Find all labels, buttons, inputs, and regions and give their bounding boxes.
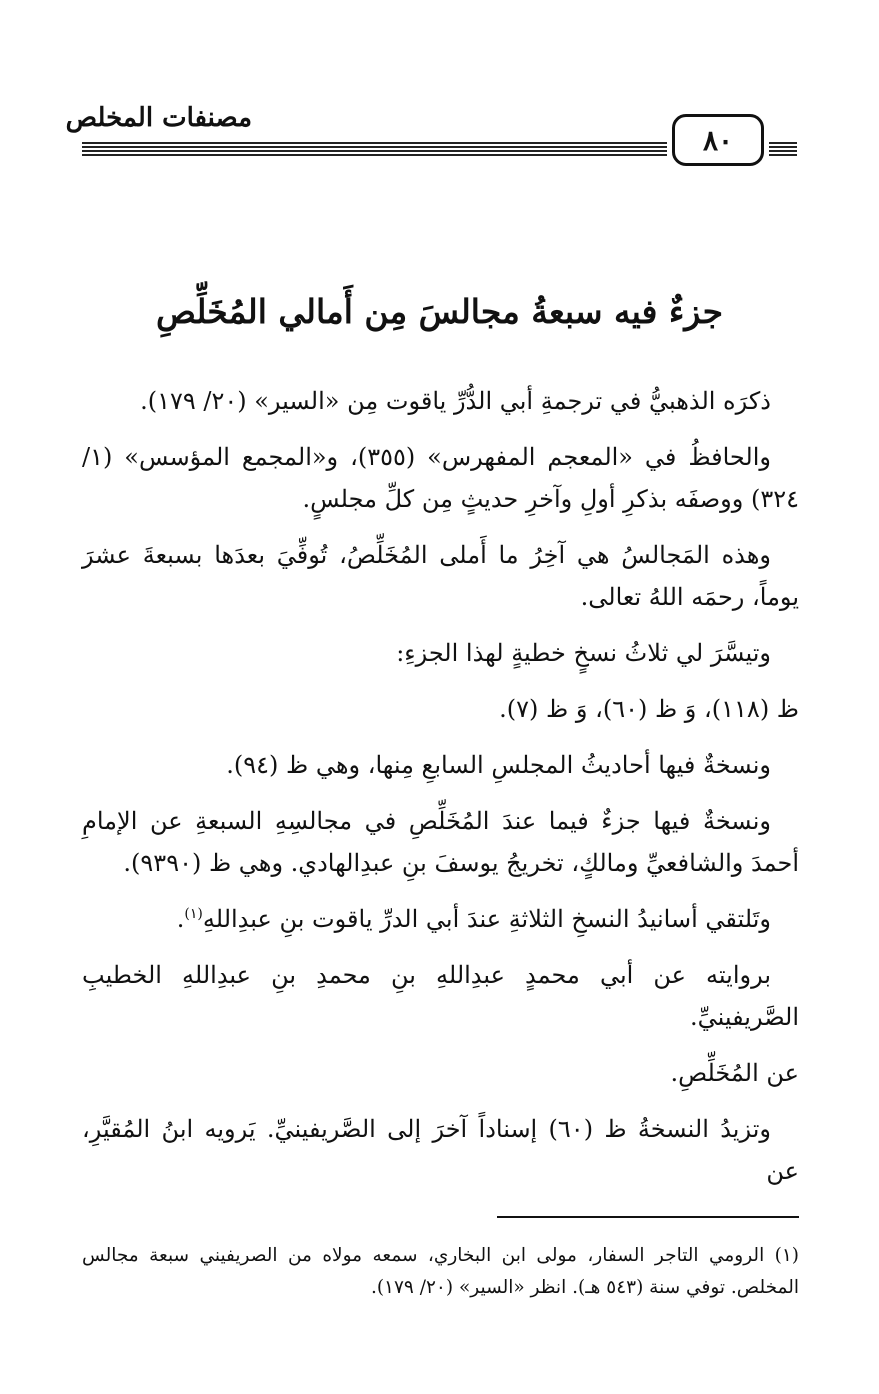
running-title: مصنفات المخلص — [65, 103, 252, 133]
footnote: (١) الرومي التاجر السفار، مولى ابن البخاري، سمعه مولاه من الصريفيني سبعة مجالس المخلص. توفي سنة (٥٤٣ هـ). انظر «السير» (٢٠/ ١٧٩). — [82, 1245, 799, 1298]
paragraph-3: وهذه المَجالسُ هي آخِرُ ما أَملى المُخَلِّصُ، تُوفِّيَ بعدَها بسبعةَ عشرَ يوماً، رحمَه اللهُ تعالى. — [82, 541, 799, 611]
section-title: جزءٌ فيه سبعةُ مجالسَ مِن أَمالي المُخَلِّصِ — [155, 292, 724, 331]
header-rule-right — [769, 142, 797, 157]
paragraph-11: وتزيدُ النسخةُ ظ (٦٠) إسناداً آخرَ إلى الصَّريفينيِّ. يَرويه ابنُ المُقيَّرِ، عن — [82, 1115, 799, 1185]
paragraph-9: بروايته عن أبي محمدٍ عبدِاللهِ بنِ محمدِ بنِ عبدِاللهِ الخطيبِ الصَّريفينيِّ. — [82, 961, 799, 1031]
paragraph-4: وتيسَّرَ لي ثلاثُ نسخٍ خطيةٍ لهذا الجزءِ: — [396, 639, 771, 667]
manuscript-list: ظ (١١٨)، وَ ظ (٦٠)، وَ ظ (٧). — [499, 695, 799, 723]
chain-text: وتَلتقي أسانيدُ النسخِ الثلاثةِ عندَ أبي الدرِّ ياقوت بنِ عبدِاللهِ — [202, 905, 771, 933]
body-text — [82, 380, 799, 1206]
header-rule — [82, 142, 667, 157]
chain-end: . — [176, 905, 185, 933]
footnote-separator — [497, 1216, 799, 1218]
paragraph-1: ذكرَه الذهبيُّ في ترجمةِ أبي الدُّرِّ ياقوت مِن «السير» (٢٠/ ١٧٩). — [140, 387, 771, 415]
page-number: ٨٠ — [702, 123, 734, 157]
page-number-box — [672, 114, 764, 166]
paragraph-chain — [82, 898, 799, 940]
paragraph-6: ونسخةٌ فيها أحاديثُ المجلسِ السابعِ مِنها، وهي ظ (٩٤). — [226, 751, 771, 779]
paragraph-7: ونسخةٌ فيها جزءٌ فيما عندَ المُخَلِّصِ في مجالسِهِ السبعةِ عن الإمامِ أحمدَ والشافعيِّ ومالكٍ، تخريجُ يوسفَ بنِ عبدِالهادي. وهي ظ (٩٣٩٠). — [82, 807, 799, 877]
paragraph-10: عن المُخَلِّصِ. — [670, 1059, 799, 1087]
paragraph-2: والحافظُ في «المعجم المفهرس» (٣٥٥)، و«المجمع المؤسس» (١/ ٣٢٤) ووصفَه بذكرِ أولِ وآخرِ حديثٍ مِن كلِّ مجلسٍ. — [82, 443, 799, 513]
footnote-mark: (١) — [184, 906, 203, 922]
